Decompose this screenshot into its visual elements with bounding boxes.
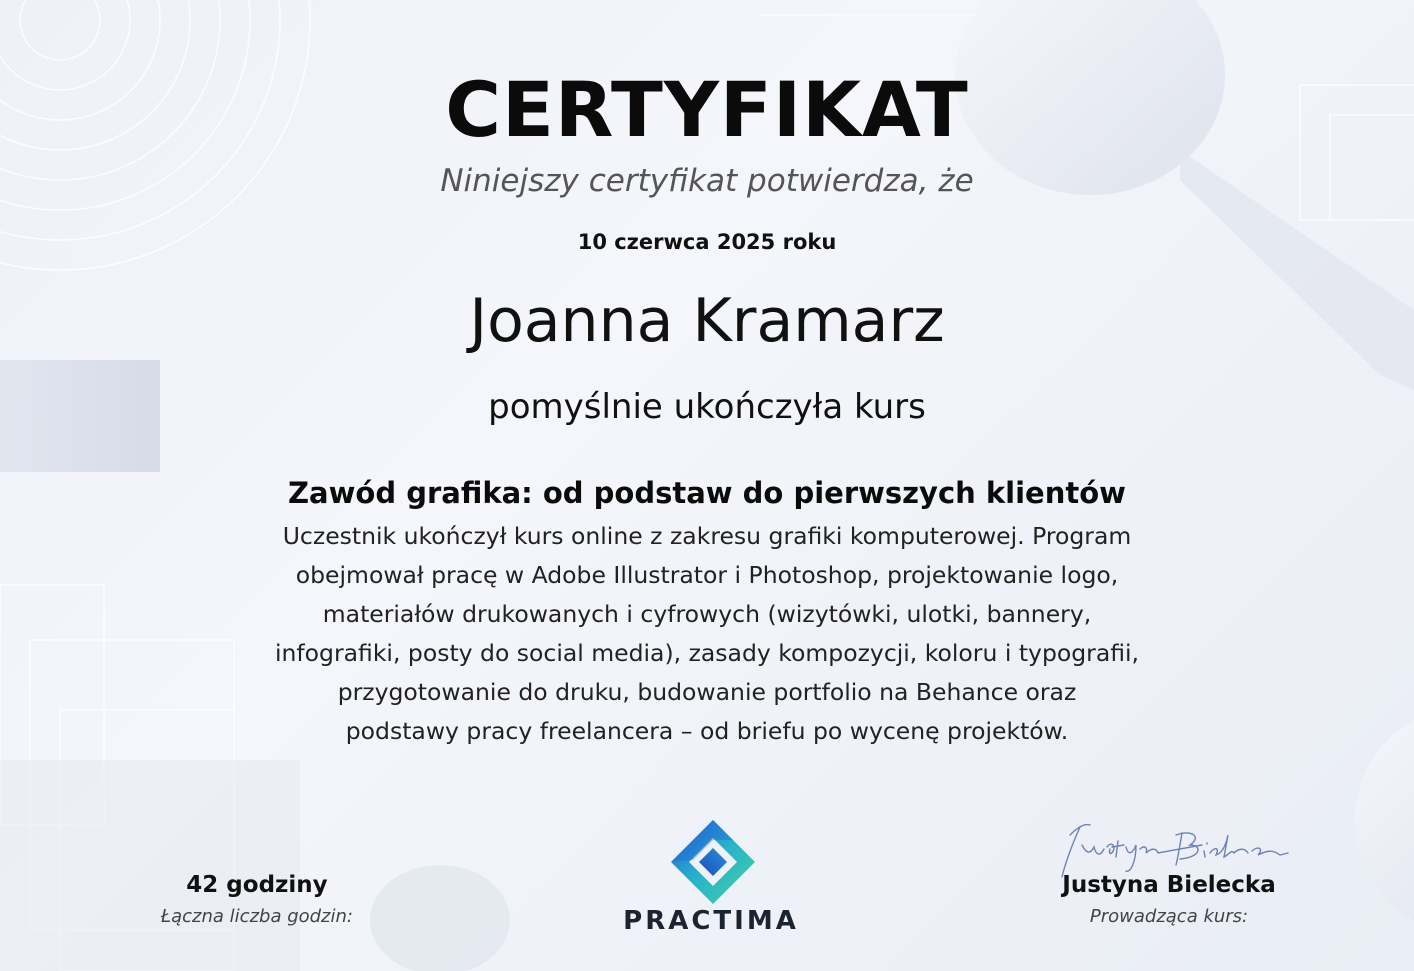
recipient-name: Joanna Kramarz xyxy=(469,286,945,356)
certificate-title: CERTYFIKAT xyxy=(445,65,969,154)
instructor-name: Justyna Bielecka xyxy=(1062,872,1276,898)
hours-value: 42 godziny xyxy=(186,872,328,898)
instructor-block xyxy=(1019,872,1319,927)
course-description: Uczestnik ukończył kurs online z zakresu grafiki komputerowej. Program obejmował pracę w Adobe Illustrator i Photoshop, projektowanie logo, materiałów drukowanych i cyfrowych (wizytówki, ulotki, bannery, infografiki, posty do social media), zasady kompozycji, koloru i typografii, przygotowanie do druku, budowanie portfolio na Behance oraz podstawy pracy freelancera – od briefu po wycenę projektów. xyxy=(274,522,1140,745)
completion-text: pomyślnie ukończyła kurs xyxy=(488,387,926,427)
certificate-date: 10 czerwca 2025 roku xyxy=(577,230,837,254)
practima-diamond-logo-icon xyxy=(669,818,757,906)
course-title: Zawód grafika: od podstaw do pierwszych klientów xyxy=(288,476,1126,510)
instructor-label: Prowadząca kurs: xyxy=(1089,906,1249,927)
practima-logo-text: PRACTIMA xyxy=(623,906,799,936)
certificate-subtitle: Niniejszy certyfikat potwierdza, że xyxy=(440,163,974,199)
hours-label: Łączna liczba godzin: xyxy=(161,906,353,927)
